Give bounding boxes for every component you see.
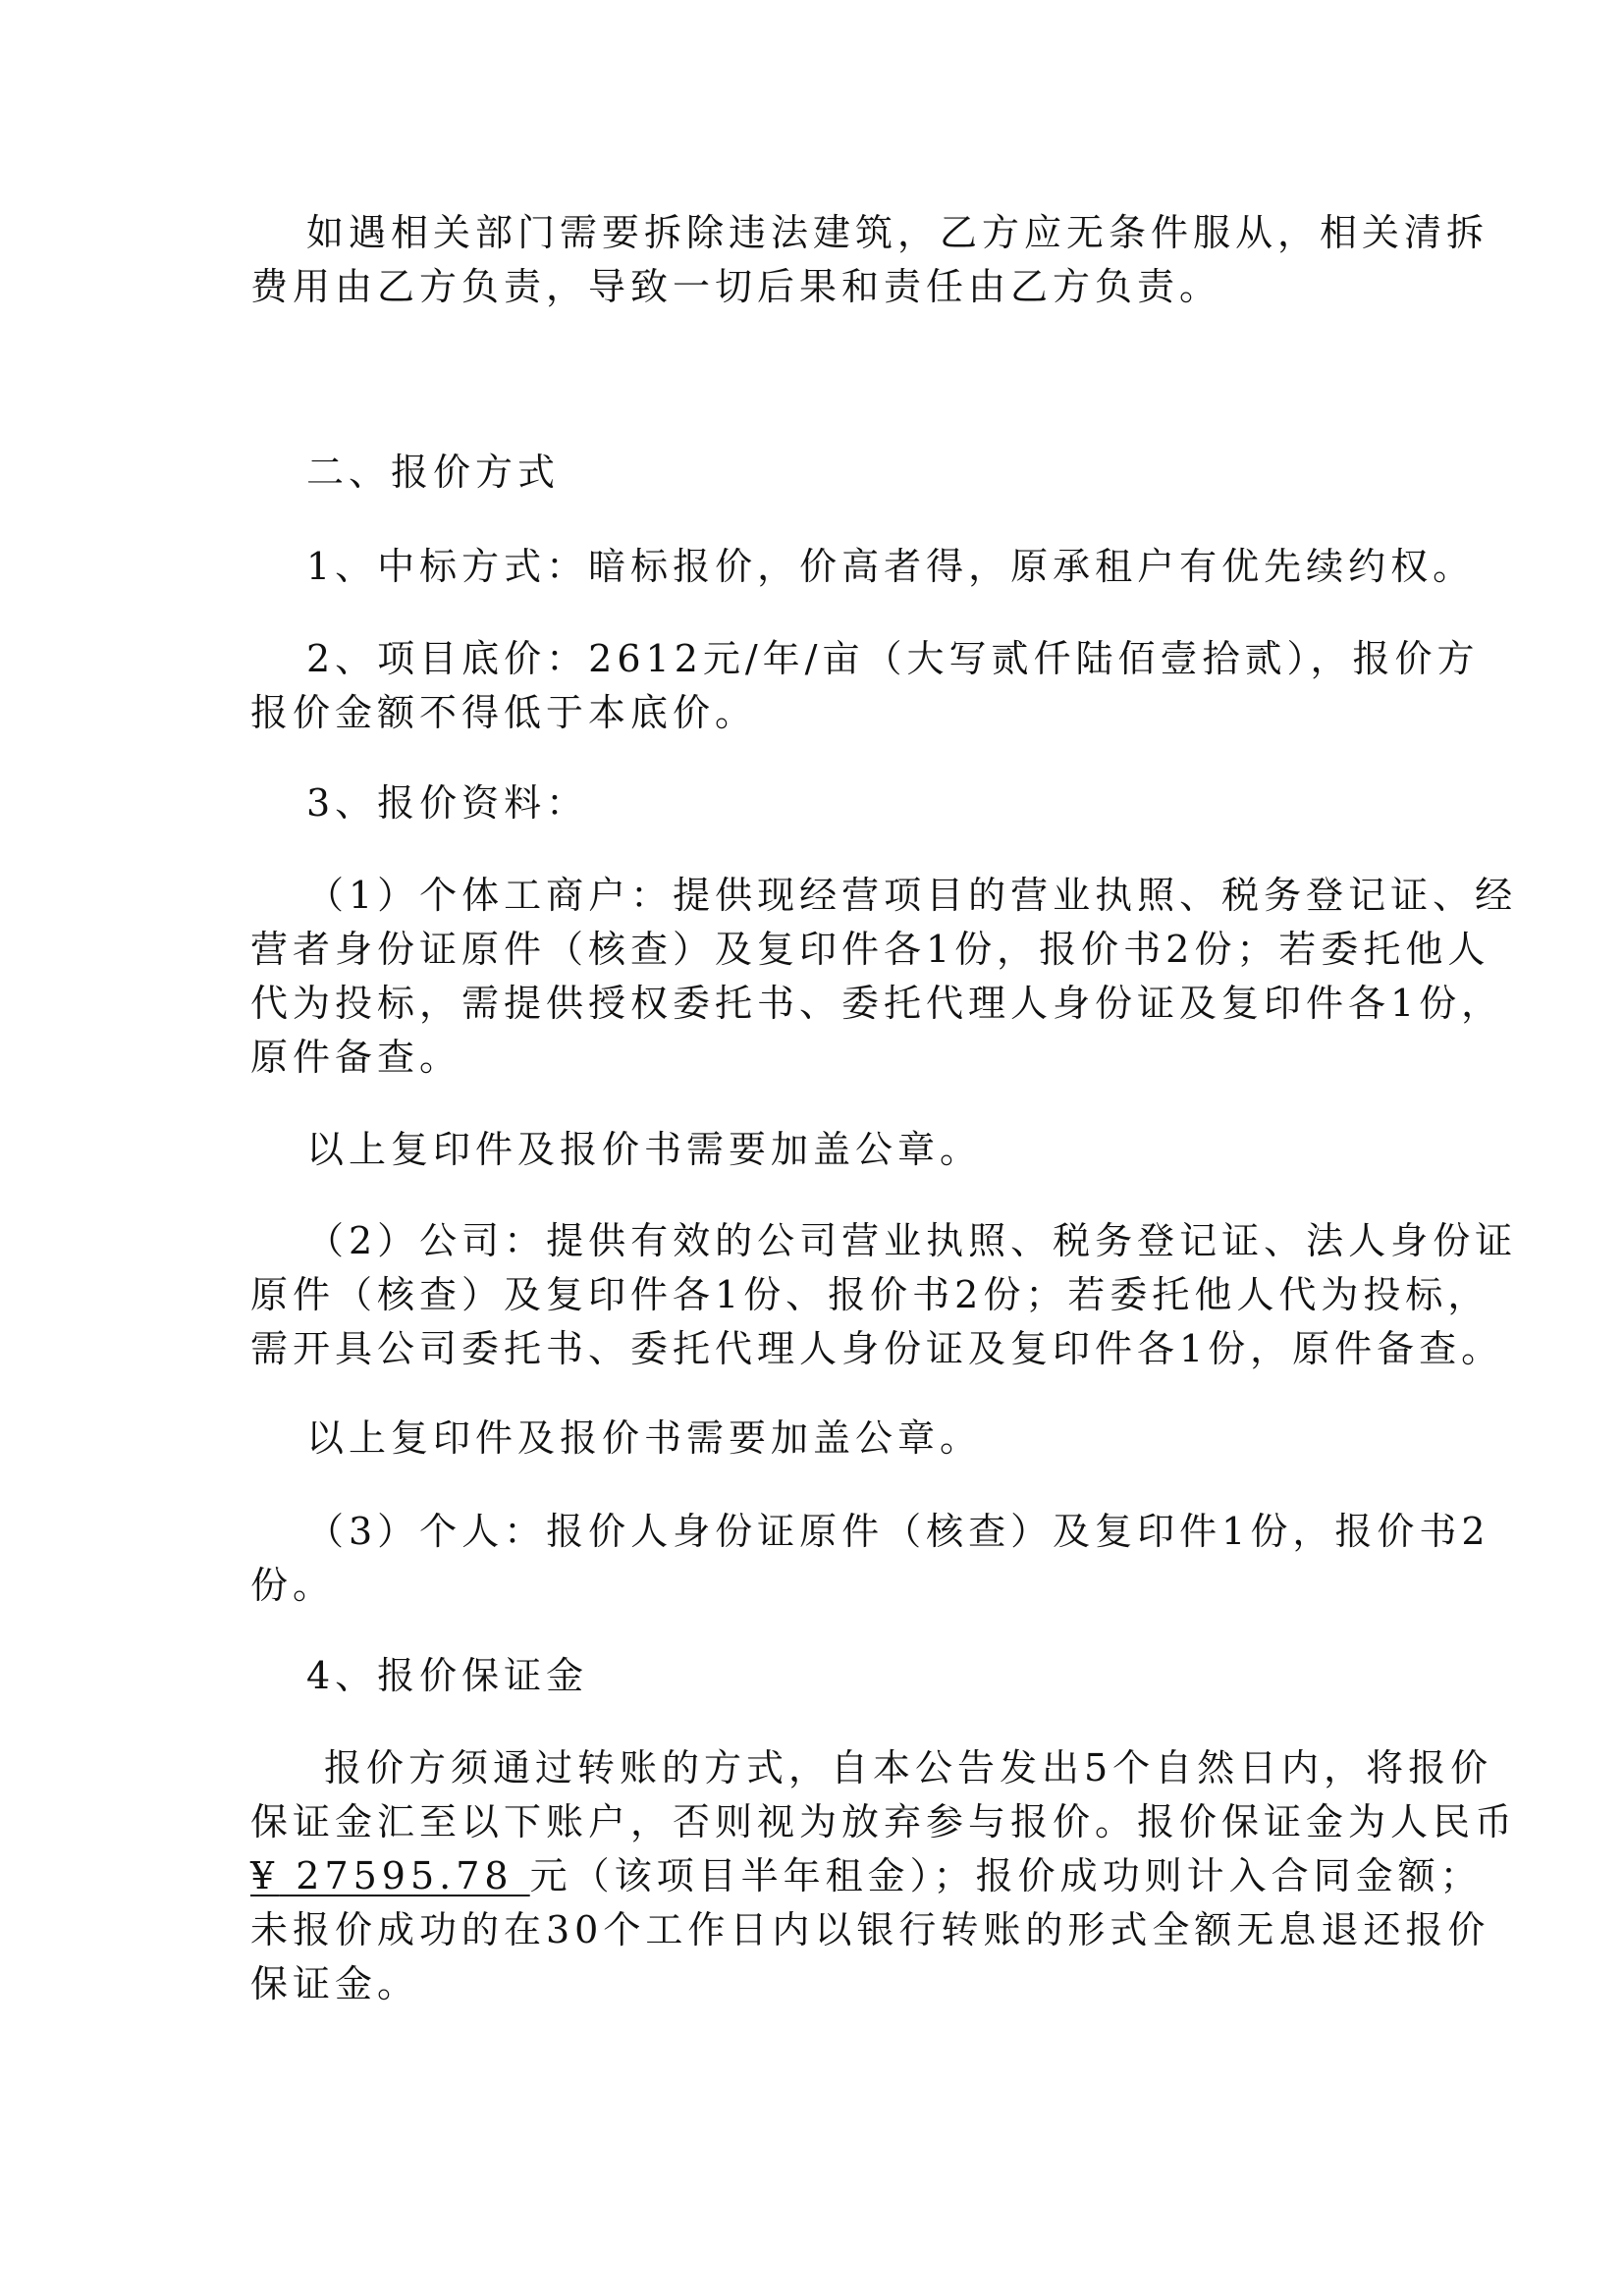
- item-1-bid-method: 1、中标方式：暗标报价，价高者得，原承租户有优先续约权。: [306, 545, 1476, 588]
- seal-note-1: 以上复印件及报价书需要加盖公章。: [306, 1128, 983, 1171]
- deposit-line-3-rest: 元（该项目半年租金）；报价成功则计入合同金额；: [529, 1854, 1483, 1897]
- sub-2-line-2: 原件（核查）及复印件各1份、报价书2份；若委托他人代为投标，: [250, 1273, 1490, 1316]
- sub-3-line-2: 份。: [250, 1564, 336, 1607]
- sub-2-line-1: （2）公司：提供有效的公司营业执照、税务登记证、法人身份证: [306, 1219, 1518, 1262]
- deposit-line-1: 报价方须通过转账的方式，自本公告发出5个自然日内，将报价: [324, 1746, 1493, 1789]
- deposit-amount: 27595.78: [279, 1854, 530, 1897]
- deposit-line-3: [250, 1852, 1483, 1899]
- item-4-heading: 4、报价保证金: [306, 1654, 589, 1697]
- deposit-line-4: 未报价成功的在30个工作日内以银行转账的形式全额无息退还报价: [250, 1908, 1490, 1951]
- section-heading-pricing-method: 二、报价方式: [306, 451, 561, 494]
- deposit-line-5: 保证金。: [250, 1962, 420, 2005]
- sub-1-line-3: 代为投标，需提供授权委托书、委托代理人身份证及复印件各1份，: [250, 982, 1504, 1025]
- sub-1-line-4: 原件备查。: [250, 1036, 462, 1079]
- seal-note-2: 以上复印件及报价书需要加盖公章。: [306, 1416, 983, 1460]
- intro-line-1: 如遇相关部门需要拆除违法建筑，乙方应无条件服从，相关清拆: [306, 211, 1489, 254]
- deposit-currency-symbol: ¥: [250, 1854, 280, 1897]
- sub-3-line-1: （3）个人：报价人身份证原件（核查）及复印件1份，报价书2: [306, 1510, 1490, 1553]
- sub-2-line-3: 需开具公司委托书、委托代理人身份证及复印件各1份，原件备查。: [250, 1327, 1504, 1370]
- item-2-line-1: 2、项目底价：2612元/年/亩（大写贰仟陆佰壹拾贰），报价方: [306, 637, 1480, 680]
- item-2-line-2: 报价金额不得低于本底价。: [250, 691, 758, 734]
- sub-1-line-1: （1）个体工商户：提供现经营项目的营业执照、税务登记证、经: [306, 874, 1518, 917]
- sub-1-line-2: 营者身份证原件（核查）及复印件各1份，报价书2份；若委托他人: [250, 928, 1490, 971]
- intro-line-2: 费用由乙方负责，导致一切后果和责任由乙方负责。: [250, 265, 1222, 308]
- deposit-line-2: 保证金汇至以下账户，否则视为放弃参与报价。报价保证金为人民币: [250, 1800, 1518, 1843]
- item-3-heading: 3、报价资料：: [306, 781, 589, 825]
